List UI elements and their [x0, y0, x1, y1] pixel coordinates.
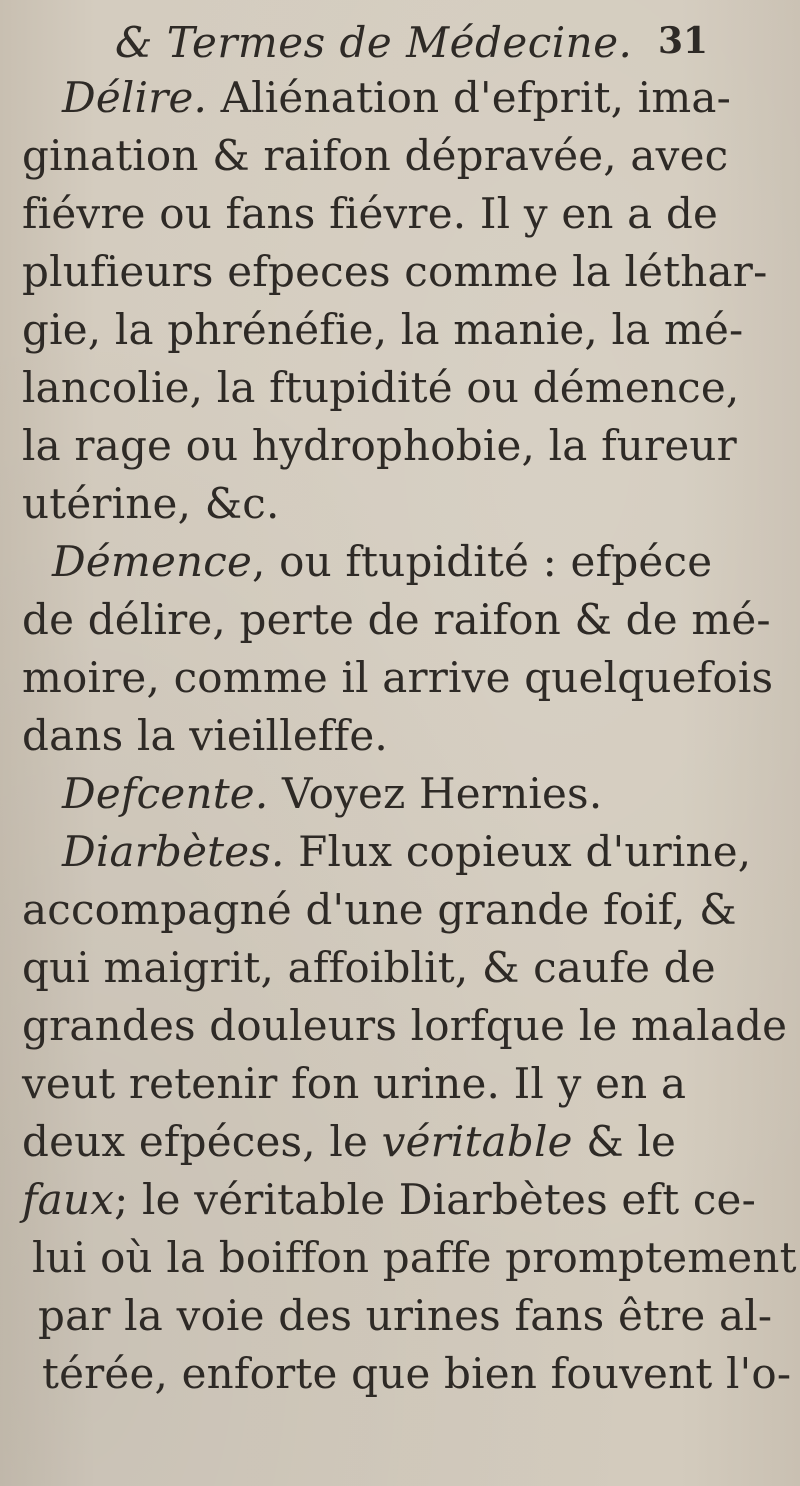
- text-line: dans la vieilleffe.: [22, 711, 388, 760]
- text-line: qui maigrit, affoiblit, & caufe de: [22, 943, 716, 992]
- text-line: fiévre ou fans fiévre. Il y en a de: [22, 189, 719, 238]
- text-line: gie, la phrénéfie, la manie, la mé-: [22, 305, 744, 354]
- text-line: lancolie, la ftupidité ou démence,: [22, 363, 740, 412]
- text-line: gination & raifon dépravée, avec: [22, 131, 729, 180]
- text-line: térée, enforte que bien fouvent l'o-: [42, 1349, 792, 1398]
- text-line: de délire, perte de raifon & de mé-: [22, 595, 771, 644]
- text-line: veut retenir fon urine. Il y en a: [22, 1059, 687, 1108]
- text-line: accompagné d'une grande foif, &: [22, 885, 737, 934]
- text-line: Délire. Aliénation d'efprit, ima-: [62, 73, 732, 122]
- text-line: Diarbètes. Flux copieux d'urine,: [62, 827, 752, 876]
- text-line: par la voie des urines fans être al-: [38, 1291, 773, 1340]
- text-line: la rage ou hydrophobie, la fureur: [22, 421, 737, 470]
- page-header: [115, 18, 755, 70]
- text-line: moire, comme il arrive quelquefois: [22, 653, 774, 702]
- text-line: plufieurs efpeces comme la léthar-: [22, 247, 768, 296]
- text-line: lui où la boiffon paffe promptement: [32, 1233, 797, 1282]
- text-line: utérine, &c.: [22, 479, 280, 528]
- page-number: 31: [658, 20, 709, 62]
- text-line: Démence, ou ftupidité : efpéce: [52, 537, 713, 586]
- text-line: Defcente. Voyez Hernies.: [62, 769, 603, 818]
- text-line: deux efpéces, le véritable & le: [22, 1117, 677, 1166]
- running-head: & Termes de Médecine.: [115, 18, 633, 67]
- text-line: grandes douleurs lorfque le malade: [22, 1001, 788, 1050]
- text-line: faux; le véritable Diarbètes eft ce-: [22, 1175, 757, 1224]
